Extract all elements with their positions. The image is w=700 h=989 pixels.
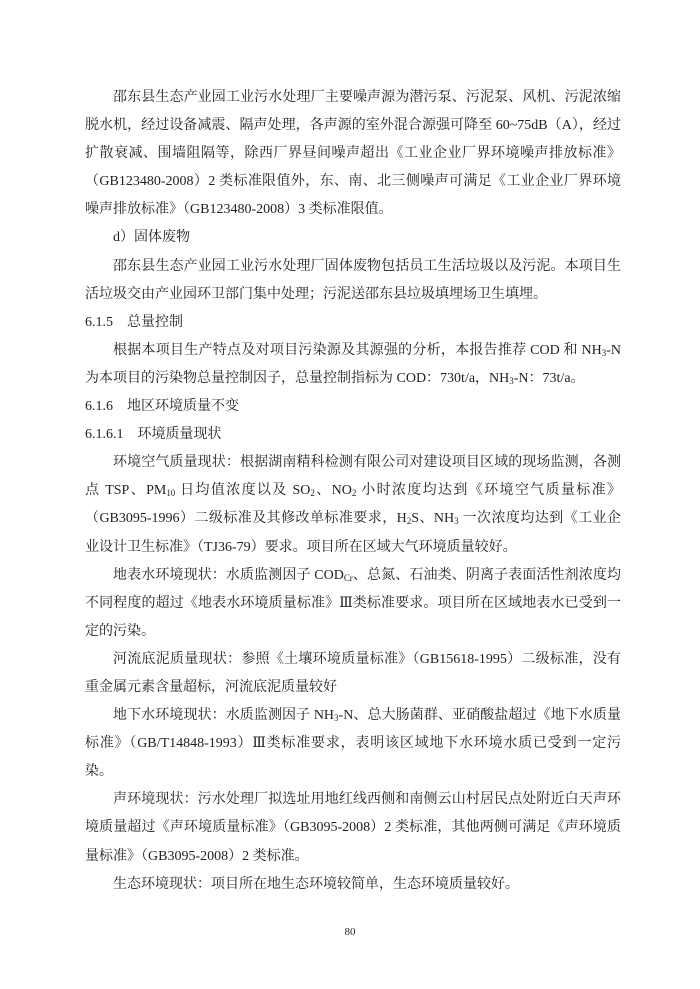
section-heading — [85, 309, 621, 337]
subscript-text: Cr — [343, 572, 353, 583]
paragraph — [85, 84, 621, 224]
paragraph — [85, 449, 621, 561]
text-run: d）固体废物 — [113, 230, 190, 246]
text-run: -N、总大肠菌群、亚硝酸盐超过《地下水质量标准》（GB/T14848-1993）Ⅲ类标准要求，表明该区域地下水环境水质已受到一定污染。 — [85, 708, 621, 780]
text-run: 生态环境现状：项目所在地生态环境较简单，生态环境质量较好。 — [113, 876, 519, 892]
paragraph — [85, 702, 621, 786]
text-run: 声环境现状：污水处理厂拟选址用地红线西侧和南侧云山村居民点处附近白天声环境质量超过《声环境质量标准》（GB3095-2008）2 类标准，其他两侧可满足《声环境质量标准》（GB3095-2008）2 类标准。 — [85, 792, 621, 864]
subscript-text: 3 — [334, 713, 339, 724]
text-run: 地表水环境现状：水质监测因子 COD — [113, 567, 344, 583]
paragraph — [85, 871, 621, 899]
paragraph — [85, 786, 621, 870]
text-run: 一次浓度均达到《工业企业设计卫生标准》（TJ36-79）要求。项目所在区域大气环境质量较好。 — [85, 511, 621, 555]
paragraph — [85, 646, 621, 702]
text-run: 日均值浓度以及 SO — [175, 483, 311, 499]
text-run: 根据本项目生产特点及对项目污染源及其源强的分析，本报告推荐 COD 和 NH — [113, 342, 602, 358]
subscript-text: 3 — [454, 516, 459, 527]
subscript-text: 2 — [406, 516, 412, 527]
section-heading — [85, 393, 621, 421]
subscript-text: 2 — [351, 488, 357, 499]
text-run: -N：73t/a。 — [513, 370, 585, 386]
subscript-text: 3 — [509, 375, 514, 386]
text-run: 邵东县生态产业园工业污水处理厂固体废物包括员工生活垃圾以及污泥。本项目生活垃圾交由产业园环卫部门集中处理；污泥送邵东县垃圾填埋场卫生填埋。 — [85, 258, 621, 302]
text-run: 6.1.6.1 环境质量现状 — [85, 427, 222, 443]
page-number: 80 — [344, 926, 356, 938]
paragraph — [85, 224, 621, 252]
paragraph — [85, 337, 621, 393]
paragraph — [85, 253, 621, 309]
paragraph — [85, 562, 621, 646]
document-body — [85, 84, 621, 899]
text-run: 小时浓度均达到《环境空气质量标准》（GB3095-1996）二级标准及其修改单标准要求，H — [85, 483, 621, 527]
text-run: 、总氮、石油类、阴离子表面活性剂浓度均不同程度的超过《地表水环境质量标准》Ⅲ类标准要求。项目所在区域地表水已受到一定的污染。 — [85, 567, 622, 639]
subscript-text: 3 — [601, 347, 607, 358]
text-run: S、NH — [411, 511, 455, 527]
text-run: 地下水环境现状：水质监测因子 NH — [113, 708, 335, 724]
subscript-text: 10 — [166, 488, 176, 499]
text-run: 6.1.5 总量控制 — [85, 314, 183, 330]
section-heading — [85, 421, 621, 449]
text-run: 、NO — [314, 483, 352, 499]
text-run: 6.1.6 地区环境质量不变 — [85, 399, 239, 415]
text-run: 河流底泥质量现状：参照《土壤环境质量标准》（GB15618-1995）二级标准，没有重金属元素含量超标，河流底泥质量较好 — [85, 651, 621, 695]
page-footer — [0, 926, 700, 938]
text-run: 邵东县生态产业园工业污水处理厂主要噪声源为潜污泵、污泥泵、风机、污泥浓缩脱水机，经过设备减震、隔声处理，各声源的室外混合源强可降至 60~75dB（A），经过扩散衰减、围墙阻隔等，除西厂界昼间噪声超出《工业企业厂界环境噪声排放标准》（GB123480-2008）2 类标准限值外，东、南、北三侧噪声可满足《工业企业厂界环境噪声排放标准》（GB123480-2008）3 类标准限值。 — [85, 90, 621, 218]
text-run: -N 为本项目的污染物总量控制因子，总量控制指标为 COD：730t/a，NH — [85, 342, 621, 386]
text-run: 环境空气质量现状：根据湖南精科检测有限公司对建设项目区域的现场监测，各测点 TSP、PM — [85, 455, 621, 499]
subscript-text: 2 — [310, 488, 315, 499]
